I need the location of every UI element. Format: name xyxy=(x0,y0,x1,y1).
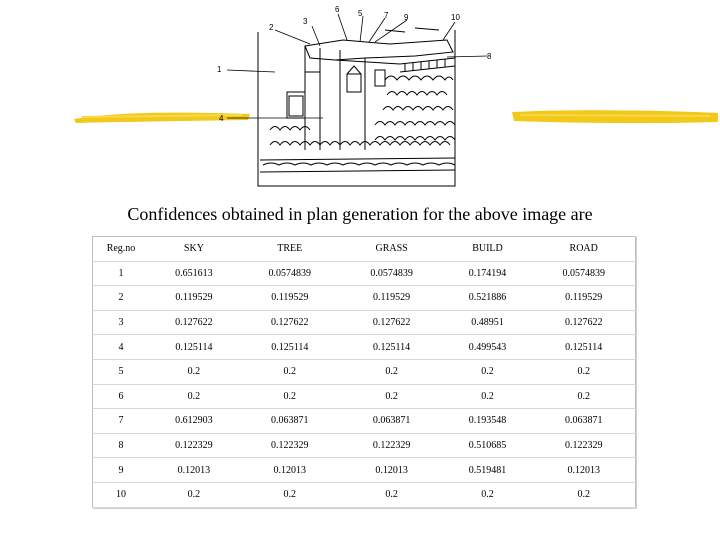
cell-build: 0.2 xyxy=(443,359,533,384)
table-row xyxy=(93,482,636,507)
cell-tree: 0.2 xyxy=(239,482,341,507)
callout-3: 3 xyxy=(303,17,308,26)
table-row xyxy=(93,433,636,458)
cell-road: 0.12013 xyxy=(532,458,635,483)
cell-road: 0.063871 xyxy=(532,409,635,434)
cell-road: 0.122329 xyxy=(532,433,635,458)
table-row xyxy=(93,335,636,360)
header-road: ROAD xyxy=(532,237,635,262)
cell-sky: 0.119529 xyxy=(149,286,239,311)
callout-6: 6 xyxy=(335,5,340,14)
header-regno: Reg.no xyxy=(93,237,150,262)
cell-tree: 0.122329 xyxy=(239,433,341,458)
table-row xyxy=(93,384,636,409)
cell-sky: 0.2 xyxy=(149,384,239,409)
cell-tree: 0.119529 xyxy=(239,286,341,311)
table-header-row xyxy=(93,237,636,262)
table-caption: Confidences obtained in plan generation for the above image are xyxy=(127,204,593,224)
cell-regno: 8 xyxy=(93,433,150,458)
callout-10: 10 xyxy=(451,13,460,22)
cell-build: 0.499543 xyxy=(443,335,533,360)
cell-sky: 0.2 xyxy=(149,359,239,384)
cell-build: 0.48951 xyxy=(443,310,533,335)
cell-road: 0.2 xyxy=(532,359,635,384)
header-grass: GRASS xyxy=(341,237,443,262)
cell-build: 0.2 xyxy=(443,482,533,507)
cell-regno: 1 xyxy=(93,261,150,286)
cell-grass: 0.119529 xyxy=(341,286,443,311)
table-row xyxy=(93,310,636,335)
cell-tree: 0.0574839 xyxy=(239,261,341,286)
table-row xyxy=(93,359,636,384)
cell-regno: 3 xyxy=(93,310,150,335)
cell-regno: 7 xyxy=(93,409,150,434)
cell-road: 0.0574839 xyxy=(532,261,635,286)
callout-5: 5 xyxy=(358,9,363,18)
cell-road: 0.127622 xyxy=(532,310,635,335)
cell-grass: 0.122329 xyxy=(341,433,443,458)
cell-sky: 0.127622 xyxy=(149,310,239,335)
cell-sky: 0.2 xyxy=(149,482,239,507)
cell-tree: 0.063871 xyxy=(239,409,341,434)
cell-tree: 0.12013 xyxy=(239,458,341,483)
cell-build: 0.510685 xyxy=(443,433,533,458)
cell-grass: 0.2 xyxy=(341,482,443,507)
callout-7: 7 xyxy=(384,11,389,20)
cell-regno: 5 xyxy=(93,359,150,384)
cell-road: 0.2 xyxy=(532,482,635,507)
callout-8: 8 xyxy=(487,52,492,61)
header-tree: TREE xyxy=(239,237,341,262)
cell-grass: 0.063871 xyxy=(341,409,443,434)
cell-regno: 10 xyxy=(93,482,150,507)
cell-tree: 0.125114 xyxy=(239,335,341,360)
cell-tree: 0.127622 xyxy=(239,310,341,335)
cell-grass: 0.127622 xyxy=(341,310,443,335)
confidence-table xyxy=(92,236,636,508)
segmented-building-sketch xyxy=(215,0,505,190)
cell-regno: 9 xyxy=(93,458,150,483)
table-row xyxy=(93,286,636,311)
cell-tree: 0.2 xyxy=(239,359,341,384)
cell-sky: 0.125114 xyxy=(149,335,239,360)
cell-build: 0.174194 xyxy=(443,261,533,286)
cell-sky: 0.12013 xyxy=(149,458,239,483)
cell-grass: 0.12013 xyxy=(341,458,443,483)
cell-sky: 0.122329 xyxy=(149,433,239,458)
cell-tree: 0.2 xyxy=(239,384,341,409)
callout-2: 2 xyxy=(269,23,274,32)
table-row xyxy=(93,458,636,483)
cell-regno: 6 xyxy=(93,384,150,409)
table-body xyxy=(93,261,636,507)
cell-grass: 0.2 xyxy=(341,384,443,409)
cell-build: 0.2 xyxy=(443,384,533,409)
header-sky: SKY xyxy=(149,237,239,262)
cell-build: 0.519481 xyxy=(443,458,533,483)
table-row xyxy=(93,409,636,434)
table-row xyxy=(93,261,636,286)
cell-road: 0.119529 xyxy=(532,286,635,311)
cell-road: 0.125114 xyxy=(532,335,635,360)
highlighter-stroke-right xyxy=(510,104,720,128)
cell-grass: 0.0574839 xyxy=(341,261,443,286)
cell-regno: 4 xyxy=(93,335,150,360)
cell-road: 0.2 xyxy=(532,384,635,409)
header-build: BUILD xyxy=(443,237,533,262)
callout-1: 1 xyxy=(217,65,222,74)
callout-9: 9 xyxy=(404,13,409,22)
cell-regno: 2 xyxy=(93,286,150,311)
cell-sky: 0.612903 xyxy=(149,409,239,434)
callout-4: 4 xyxy=(219,114,224,123)
cell-build: 0.521886 xyxy=(443,286,533,311)
cell-grass: 0.125114 xyxy=(341,335,443,360)
cell-build: 0.193548 xyxy=(443,409,533,434)
cell-sky: 0.651613 xyxy=(149,261,239,286)
cell-grass: 0.2 xyxy=(341,359,443,384)
